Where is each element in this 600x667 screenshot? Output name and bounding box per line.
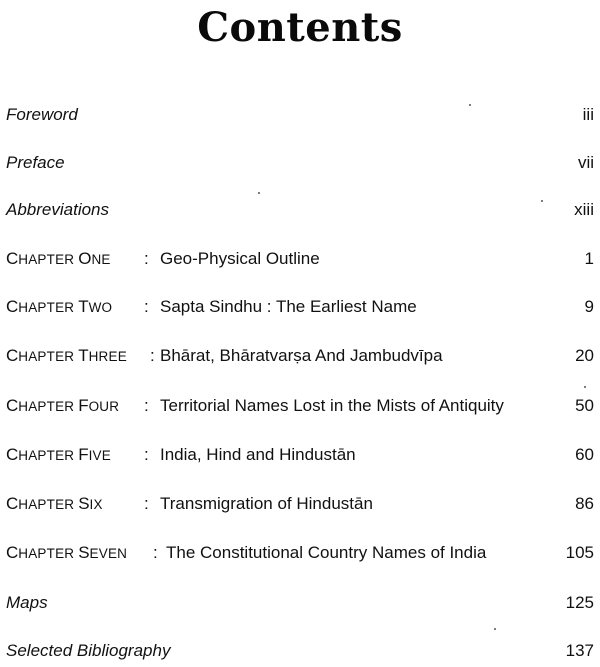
toc-page-number: 9 <box>584 297 594 316</box>
toc-page-number: 137 <box>565 641 594 660</box>
chapter-separator: : <box>153 543 158 562</box>
toc-page-number: 60 <box>575 445 594 464</box>
toc-entry-chapter-six[interactable] <box>0 494 600 518</box>
chapter-label: CHAPTER TWO <box>6 297 113 316</box>
chapter-separator: : <box>144 445 149 464</box>
chapter-separator: : <box>144 396 149 415</box>
chapter-separator: : <box>150 346 155 365</box>
toc-page-number: vii <box>577 153 594 172</box>
toc-page-number: 86 <box>575 494 594 513</box>
scan-speck <box>494 628 496 630</box>
toc-page-number: 105 <box>565 543 594 562</box>
toc-entry-chapter-one[interactable] <box>0 249 600 273</box>
chapter-title: Transmigration of Hindustān <box>160 494 373 513</box>
chapter-separator: : <box>144 249 149 268</box>
chapter-title: India, Hind and Hindustān <box>160 445 356 464</box>
toc-entry-chapter-two[interactable] <box>0 297 600 321</box>
chapter-title: Sapta Sindhu : The Earliest Name <box>160 297 417 316</box>
toc-entry-preface[interactable] <box>0 153 600 177</box>
toc-entry-label: Maps <box>6 593 48 612</box>
toc-entry-chapter-five[interactable] <box>0 445 600 469</box>
chapter-title: Bhārat, Bhāratvarṣa And Jambudvīpa <box>160 346 443 365</box>
toc-entry-label: Selected Bibliography <box>6 641 171 660</box>
chapter-label: CHAPTER FIVE <box>6 445 111 464</box>
toc-entry-label: Preface <box>6 153 65 172</box>
chapter-title: Geo-Physical Outline <box>160 249 320 268</box>
toc-entry-label: Foreword <box>6 105 78 124</box>
chapter-separator: : <box>144 297 149 316</box>
scan-speck <box>541 200 543 202</box>
chapter-label: CHAPTER FOUR <box>6 396 120 415</box>
scan-speck <box>258 192 260 194</box>
chapter-label: CHAPTER SIX <box>6 494 103 513</box>
toc-entry-maps[interactable] <box>0 593 600 617</box>
chapter-label: CHAPTER THREE <box>6 346 127 365</box>
toc-page-number: 1 <box>584 249 594 268</box>
chapter-label: CHAPTER ONE <box>6 249 111 268</box>
toc-page-number: xiii <box>574 200 594 219</box>
toc-page-number: 50 <box>575 396 594 415</box>
toc-entry-label: Abbreviations <box>6 200 110 219</box>
toc-page-number: 20 <box>575 346 594 365</box>
page-title: Contents <box>197 4 403 51</box>
chapter-separator: : <box>144 494 149 513</box>
toc-page-number: iii <box>582 105 594 124</box>
toc-entry-chapter-four[interactable] <box>0 396 600 420</box>
chapter-title: The Constitutional Country Names of India <box>166 543 487 562</box>
toc-entry-selected-bibliography[interactable] <box>0 641 600 665</box>
chapter-label: CHAPTER SEVEN <box>6 543 128 562</box>
toc-entry-abbreviations[interactable] <box>0 200 600 224</box>
toc-page-number: 125 <box>565 593 594 612</box>
scan-speck <box>584 386 586 388</box>
toc-entry-chapter-seven[interactable] <box>0 543 600 567</box>
toc-entry-foreword[interactable] <box>0 105 600 129</box>
toc-entry-chapter-three[interactable] <box>0 346 600 370</box>
chapter-title: Territorial Names Lost in the Mists of Antiquity <box>160 396 504 415</box>
scan-speck <box>469 104 471 106</box>
